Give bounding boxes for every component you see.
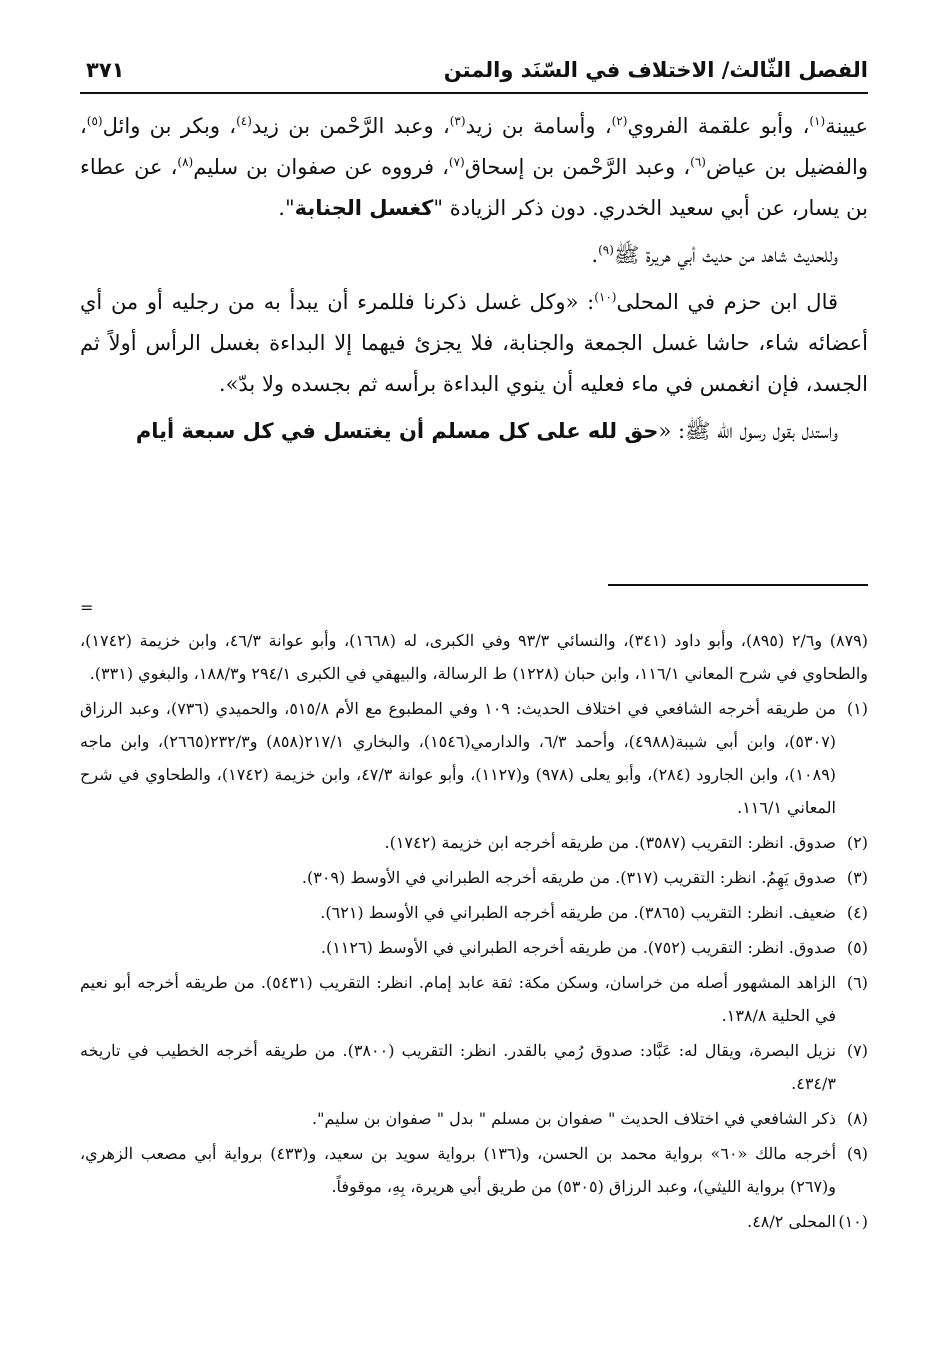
text-run: واستدل بقول رسول الله ﷺ: « (658, 419, 838, 443)
text-run: . (591, 243, 599, 267)
footnote-item (80, 931, 868, 964)
footnote-number: (٨) (846, 1109, 868, 1128)
footnote-number: (١) (846, 699, 868, 718)
text-run: عيينة (825, 114, 868, 138)
paragraph-1 (80, 106, 868, 229)
footnote-ref-3: (٣) (449, 114, 466, 128)
footnote-ref-6: (٦) (690, 155, 706, 169)
footnote-text: صدوق. انظر: التقريب (٣٥٨٧). من طريقه أخرجه ابن خزيمة (١٧٤٢). (384, 833, 836, 852)
footnote-text: نزيل البصرة، ويقال له: عَبَّاد: صدوق رُمي بالقدر. انظر: التقريب (٣٨٠٠). من طريقه أخرجه الخطيب في تاريخه ٤٣٤/٣. (80, 1041, 837, 1093)
footnote-ref-1: (١) (809, 114, 826, 128)
footnote-number: (٩) (846, 1144, 868, 1163)
footnote-item (80, 896, 868, 929)
text-run: ، وأبو علقمة الفروي (627, 114, 810, 138)
footnote-ref-5: (٥) (86, 114, 103, 128)
footnote-item (80, 1034, 868, 1100)
footnote-ref-8: (٨) (177, 155, 194, 169)
footnote-text: ضعيف. انظر: التقريب (٣٨٦٥). من طريقه أخرجه الطبراني في الأوسط (٦٢١). (320, 903, 836, 922)
footnote-ref-10: (١٠) (594, 290, 617, 304)
footnote-item (80, 966, 868, 1032)
paragraph-4 (80, 411, 868, 452)
footnote-ref-9: (٩) (598, 243, 614, 257)
paragraph-2 (80, 235, 868, 276)
footnote-number: (٢) (846, 833, 868, 852)
footnote-number: (١٠) (838, 1212, 868, 1231)
text-run: : «وكل غسل ذكرنا فللمرء أن يبدأ به من رجليه أو من أي أعضائه شاء، حاشا غسل الجمعة والجنابة، فلا يجزئ فيهما إلا البداءة بغسل الرأس أولاً ثم الجسد، فإن انغمس في ماء فعليه أن ينوي البداءة برأسه ثم بجسده ولا بدّ». (80, 290, 868, 396)
footnote-item (80, 692, 868, 824)
footnote-text: أخرجه مالك «٦٠» برواية محمد بن الحسن، و(١٣٦) برواية سويد بن سعيد، و(٤٣٣) برواية أبي مصعب الزهري، و(٢٦٧) برواية الليثي)، وعبد الرزاق (٥٣٠٥) من طريق أبي هريرة، بِهِ، موقوفاً. (80, 1144, 837, 1196)
text-run: ، وأسامة بن زيد (465, 114, 612, 138)
page-number: ٣٧١ (86, 58, 125, 82)
footnote-ref-4: (٤) (236, 114, 252, 128)
footnote-continuation: (٨٧٩) و٢/٦ (٨٩٥)، وأبو داود (٣٤١)، والنسائي ٩٣/٣ وفي الكبرى، له (١٦٦٨)، وأبو عوانة ٤٦/٣، وابن خزيمة (١٧٤٢)، والطحاوي في شرح المعاني ١١٦/١، وابن حبان (١٢٢٨) ط الرسالة، والبيهقي في الكبرى ٢٩٤/١ و١٨٨/٣، والبغوي (٣٣١). (80, 631, 868, 683)
page-header (80, 52, 868, 94)
footnote-item (80, 1205, 868, 1238)
footnote-text: صدوق. انظر: التقريب (٧٥٢). من طريقه أخرجه الطبراني في الأوسط (١١٢٦). (320, 938, 836, 957)
footnote-text: المحلى ٤٨/٢. (747, 1212, 836, 1231)
footnote-number: (٦) (846, 973, 868, 992)
footnote-item (80, 1137, 868, 1203)
footnote-item (80, 1102, 868, 1135)
footnotes (80, 624, 868, 1240)
paragraph-3 (80, 282, 868, 405)
bold-hadith: حق لله على كل مسلم أن يغتسل في كل سبعة أيام (135, 419, 659, 443)
text-run: ، وعبد الرَّحْمن بن زيد (251, 114, 450, 138)
footnote-text: ذكر الشافعي في اختلاف الحديث " صفوان بن مسلم " بدل " صفوان بن سليم". (312, 1109, 836, 1128)
text-run: ، والفضيل بن عياض (80, 114, 868, 179)
footnote-text: الزاهد المشهور أصله من خراسان، وسكن مكة: ثقة عابد إمام. انظر: التقريب (٥٤٣١). من طريقه أخرجه أبو نعيم في الحلية ١٣٨/٨. (80, 973, 837, 1025)
footnote-text: من طريقه أخرجه الشافعي في اختلاف الحديث: ١٠٩ وفي المطبوع مع الأم ٥١٥/٨، والحميدي (٧٣٦)، وعبد الرزاق (٥٣٠٧)، وابن أبي شيبة(٤٩٨٨)، وأحمد ٦/٣، والدارمي(١٥٤٦)، والبخاري ٢١٧/١(٨٥٨) و٢٣٢/٣(٢٦٦٥)، وابن ماجه (١٠٨٩)، وابن الجارود (٢٨٤)، وأبو يعلى (٩٧٨) و(١١٢٧)، وأبو عوانة ٤٧/٣، وابن خزيمة (١٧٤٢)، والطحاوي في شرح المعاني ١١٦/١. (80, 699, 837, 817)
footnote-separator (608, 584, 868, 586)
continuation-mark: = (80, 598, 94, 617)
footnote-ref-2: (٢) (611, 114, 628, 128)
footnote-ref-7: (٧) (448, 155, 465, 169)
text-run: ، وبكر بن وائل (102, 114, 237, 138)
text-run: قال ابن حزم في المحلى (616, 290, 839, 314)
footnote-item (80, 861, 868, 894)
footnote-text: صدوق يَهِمُ. انظر: التقريب (٣١٧). من طريقه أخرجه الطبراني في الأوسط (٣٠٩). (301, 868, 836, 887)
text-run: ، وعبد الرَّحْمن بن إسحاق (464, 155, 691, 179)
bold-quote: كغسل الجنابة (294, 196, 434, 220)
text-run: ". (278, 196, 295, 220)
running-title: الفصل الثّالث/ الاختلاف في السّنَد والمتن (443, 58, 868, 82)
footnote-number: (٧) (846, 1041, 868, 1060)
footnote-number: (٣) (846, 868, 868, 887)
footnote-number: (٤) (846, 903, 868, 922)
text-run: ، فرووه عن صفوان بن سليم (193, 155, 449, 179)
main-text (80, 106, 868, 458)
text-run: ، عن عطاء بن يسار، عن أبي سعيد الخدري. دون ذكر الزيادة " (80, 155, 868, 220)
footnote-number: (٥) (846, 938, 868, 957)
footnote-item (80, 826, 868, 859)
text-run: وللحديث شاهد من حديث أبي هريرة ﷺ (613, 243, 838, 267)
